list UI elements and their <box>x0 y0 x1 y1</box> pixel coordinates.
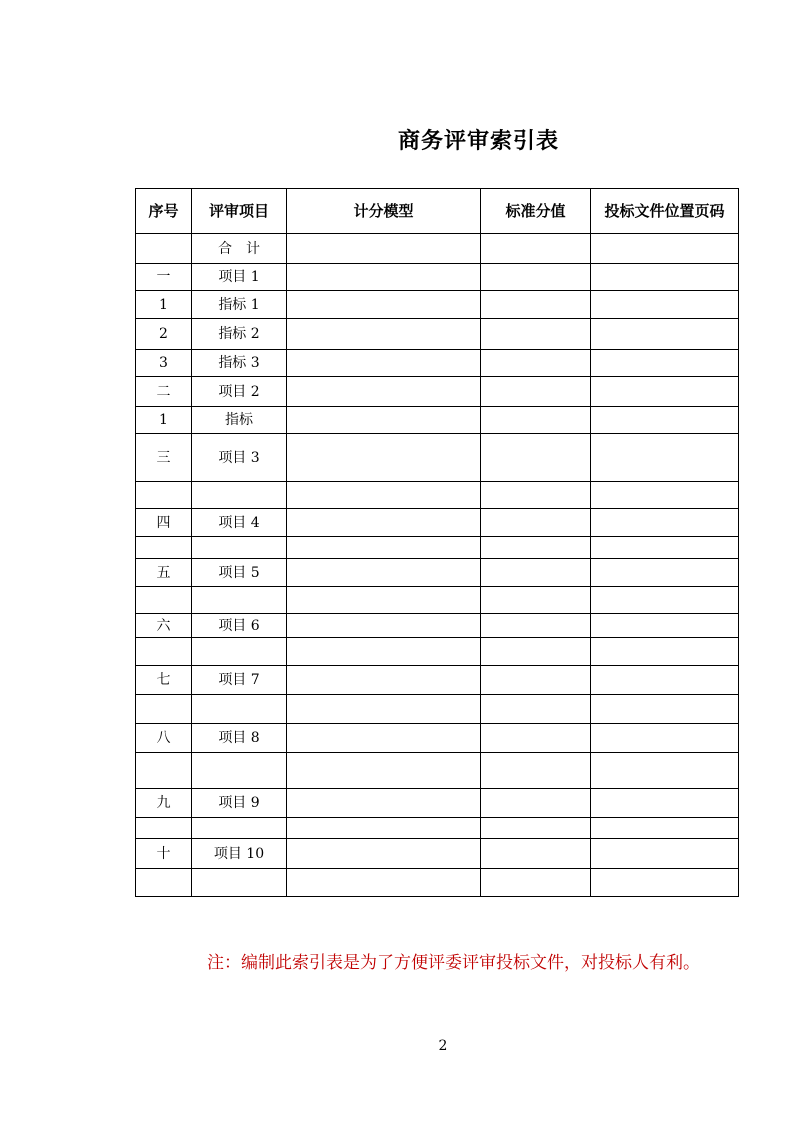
table-cell <box>287 724 481 753</box>
table-cell <box>287 789 481 818</box>
table-cell <box>136 587 192 614</box>
table-row <box>136 407 739 434</box>
table-cell: 二 <box>136 377 192 407</box>
table-cell <box>287 753 481 789</box>
table-row <box>136 666 739 695</box>
table-cell <box>287 614 481 638</box>
table-row <box>136 291 739 319</box>
table-row <box>136 789 739 818</box>
table-cell: 七 <box>136 666 192 695</box>
header-cell: 序号 <box>136 189 192 234</box>
table-cell <box>591 319 739 350</box>
table-row <box>136 839 739 869</box>
table-cell <box>287 319 481 350</box>
table-cell <box>591 789 739 818</box>
table-cell <box>287 818 481 839</box>
table-cell <box>481 377 591 407</box>
table-cell <box>481 434 591 482</box>
table-cell <box>287 869 481 897</box>
table-cell <box>481 559 591 587</box>
table-cell <box>591 695 739 724</box>
table-cell <box>192 818 287 839</box>
table-cell <box>287 434 481 482</box>
table-row <box>136 587 739 614</box>
table-cell <box>136 482 192 509</box>
table-cell: 项目 3 <box>192 434 287 482</box>
table-row <box>136 614 739 638</box>
header-cell: 计分模型 <box>287 189 481 234</box>
table-cell <box>192 482 287 509</box>
table-cell <box>591 839 739 869</box>
table-row <box>136 559 739 587</box>
table-cell: 1 <box>136 407 192 434</box>
table-row <box>136 695 739 724</box>
table-cell <box>591 291 739 319</box>
table-cell <box>481 614 591 638</box>
table-cell <box>192 638 287 666</box>
table-body <box>136 234 739 897</box>
table-cell <box>591 537 739 559</box>
table-row <box>136 434 739 482</box>
table-cell <box>591 869 739 897</box>
table-cell <box>287 587 481 614</box>
table-cell: 项目 9 <box>192 789 287 818</box>
page-number: 2 <box>438 1038 448 1054</box>
table-cell: 指标 <box>192 407 287 434</box>
table-cell <box>591 407 739 434</box>
table-cell: 项目 4 <box>192 509 287 537</box>
table-cell <box>481 666 591 695</box>
table-cell: 八 <box>136 724 192 753</box>
table-cell: 五 <box>136 559 192 587</box>
table-cell <box>287 537 481 559</box>
table-cell <box>591 724 739 753</box>
table-cell: 三 <box>136 434 192 482</box>
table-cell <box>481 818 591 839</box>
table-row <box>136 537 739 559</box>
table-cell <box>591 434 739 482</box>
table-cell: 一 <box>136 264 192 291</box>
table-cell <box>136 234 192 264</box>
table-cell: 项目 5 <box>192 559 287 587</box>
table-header-row <box>136 189 739 234</box>
table-row <box>136 234 739 264</box>
table-row <box>136 638 739 666</box>
table-cell <box>287 377 481 407</box>
table-row <box>136 350 739 377</box>
table-cell: 指标 1 <box>192 291 287 319</box>
table-cell: 四 <box>136 509 192 537</box>
table-cell: 项目 2 <box>192 377 287 407</box>
table-cell <box>481 291 591 319</box>
table-cell <box>481 509 591 537</box>
table-cell <box>591 666 739 695</box>
table-cell <box>287 559 481 587</box>
table-cell <box>287 407 481 434</box>
table-cell: 3 <box>136 350 192 377</box>
table-row <box>136 264 739 291</box>
table-cell <box>287 666 481 695</box>
page-title: 商务评审索引表 <box>397 128 559 154</box>
table-cell <box>287 638 481 666</box>
table-cell <box>287 264 481 291</box>
table-cell <box>481 350 591 377</box>
table-cell <box>481 407 591 434</box>
table-row <box>136 724 739 753</box>
table-cell <box>192 869 287 897</box>
table-cell <box>481 724 591 753</box>
table-cell <box>192 695 287 724</box>
table-cell <box>481 695 591 724</box>
table-cell <box>192 753 287 789</box>
table-cell <box>481 537 591 559</box>
table-cell: 指标 3 <box>192 350 287 377</box>
table-row <box>136 377 739 407</box>
table-cell <box>481 638 591 666</box>
table-cell <box>591 482 739 509</box>
table-cell <box>481 264 591 291</box>
table-cell <box>136 537 192 559</box>
table-cell <box>481 319 591 350</box>
table-cell <box>591 753 739 789</box>
table-cell: 项目 6 <box>192 614 287 638</box>
table-cell: 合 计 <box>192 234 287 264</box>
table-cell <box>287 839 481 869</box>
table-row <box>136 319 739 350</box>
table-cell <box>136 753 192 789</box>
header-cell: 标准分值 <box>481 189 591 234</box>
table-cell <box>481 482 591 509</box>
table-cell <box>287 482 481 509</box>
table-cell <box>591 377 739 407</box>
table-row <box>136 509 739 537</box>
header-cell: 评审项目 <box>192 189 287 234</box>
table-cell: 项目 7 <box>192 666 287 695</box>
table-cell: 十 <box>136 839 192 869</box>
table-cell <box>481 789 591 818</box>
table-cell <box>591 638 739 666</box>
table-cell <box>192 587 287 614</box>
table-cell: 项目 8 <box>192 724 287 753</box>
table-cell <box>136 695 192 724</box>
table-cell <box>481 234 591 264</box>
table-cell <box>591 559 739 587</box>
table-cell <box>287 234 481 264</box>
table-cell: 2 <box>136 319 192 350</box>
table-cell: 1 <box>136 291 192 319</box>
table-cell <box>287 291 481 319</box>
table-cell <box>287 509 481 537</box>
table-row <box>136 482 739 509</box>
header-cell: 投标文件位置页码 <box>591 189 739 234</box>
table-cell <box>481 839 591 869</box>
table-row <box>136 753 739 789</box>
table-cell <box>591 509 739 537</box>
table-cell <box>481 869 591 897</box>
table-cell: 指标 2 <box>192 319 287 350</box>
review-index-table <box>135 188 739 897</box>
footnote: 注：编制此索引表是为了方便评委评审投标文件，对投标人有利。 <box>207 953 700 973</box>
table-cell <box>136 869 192 897</box>
table-cell <box>136 638 192 666</box>
table-cell <box>591 264 739 291</box>
table-cell <box>591 614 739 638</box>
table-row <box>136 818 739 839</box>
table-cell: 项目 1 <box>192 264 287 291</box>
table-cell <box>591 350 739 377</box>
table-cell <box>591 587 739 614</box>
table-cell <box>136 818 192 839</box>
table-cell: 六 <box>136 614 192 638</box>
table-cell <box>287 350 481 377</box>
table-cell <box>481 587 591 614</box>
table-cell: 九 <box>136 789 192 818</box>
table-cell <box>192 537 287 559</box>
table-cell: 项目 10 <box>192 839 287 869</box>
table-cell <box>591 818 739 839</box>
table-cell <box>591 234 739 264</box>
table-cell <box>481 753 591 789</box>
table-row <box>136 869 739 897</box>
table-cell <box>287 695 481 724</box>
